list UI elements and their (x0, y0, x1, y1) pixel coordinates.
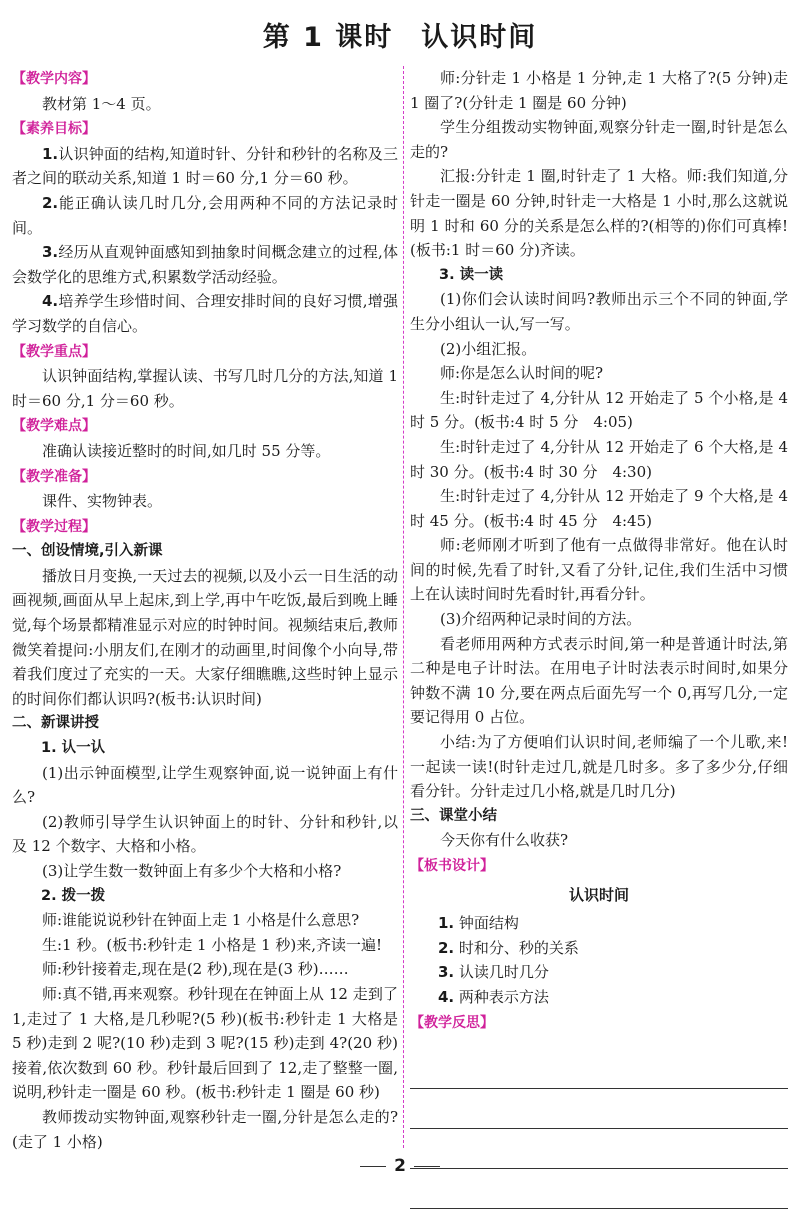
section-tag-process: 【教学过程】 (12, 518, 96, 535)
section-heading: 一、创设情境,引入新课 (12, 543, 163, 560)
paragraph: (2)教师引导学生认识钟面上的时针、分针和秒针,以及 12 个数字、大格和小格。 (12, 812, 398, 856)
paragraph: 师:老师刚才听到了他有一点做得非常好。他在认时间的时候,先看了时针,又看了分针,记住,我们生活中习惯上在认读时间时先看时针,再看分针。 (410, 536, 788, 604)
section-tag-goals: 【素养目标】 (12, 121, 96, 138)
paragraph: 教师拨动实物钟面,观察秒针走一圈,分针是怎么走的?(走了 1 小格) (12, 1107, 398, 1151)
paragraph: (3)介绍两种记录时间的方法。 (440, 610, 642, 629)
board-item: 4. 两种表示方法 (438, 987, 549, 1006)
paragraph: 师:真不错,再来观察。秒针现在在钟面上从 12 走到了 1,走过了 1 大格,是几秒呢?(5 秒)(板书:秒针走 1 大格是 5 秒)走到 2 呢?(10 秒)走到 3 呢?(15 秒)走到 4?(20 秒)接着,依次数到 60 秒。秒针最后回到了 12,走了整整一圈,说明,秒针走一圈是 60 秒。(板书:秒针走 1 圈是 60 秒) (12, 984, 398, 1102)
section-tag-prep: 【教学准备】 (12, 468, 96, 485)
paragraph: (3)让学生数一数钟面上有多少个大格和小格? (42, 862, 342, 880)
column-divider (403, 66, 404, 1148)
paragraph: 生:时针走过了 4,分针从 12 开始走了 9 个大格,是 4 时 45 分。(板书:4 时 45 分 4:45) (410, 487, 788, 530)
section-tag-difficulty: 【教学难点】 (12, 418, 96, 435)
left-column (12, 66, 398, 1154)
paragraph: 师:分针走 1 小格是 1 分钟,走 1 大格了?(5 分钟)走 1 圈了?(分针走 1 圈是 60 分钟) (410, 69, 788, 112)
goal-item: 4.培养学生珍惜时间、合理安排时间的良好习惯,增强学习数学的自信心。 (12, 292, 398, 335)
paragraph: 师:你是怎么认时间的呢? (440, 364, 604, 383)
board-item: 3. 认读几时几分 (438, 963, 549, 982)
lesson-topic: 认识时间 (421, 22, 538, 53)
lesson-number: 第 1 课时 (262, 22, 394, 53)
key-text: 认识钟面结构,掌握认读、书写几时几分的方法,知道 1 时＝60 分,1 分＝60 秒。 (12, 367, 398, 410)
goal-item: 1.认识钟面的结构,知道时针、分针和秒针的名称及三者之间的联动关系,知道 1 时＝60 分,1 分＝60 秒。 (12, 144, 398, 188)
writing-line[interactable] (410, 1049, 788, 1089)
paragraph: (1)你们会认读时间吗?教师出示三个不同的钟面,学生分小组认一认,写一写。 (410, 290, 788, 333)
board-item: 2. 时和分、秒的关系 (438, 938, 579, 957)
section-heading: 三、课堂小结 (410, 807, 497, 824)
page-number: 2 (0, 1156, 800, 1176)
reflection-lines (410, 1049, 788, 1209)
section-tag-reflection: 【教学反思】 (410, 1014, 494, 1031)
paragraph: 小结:为了方便咱们认识时间,老师编了一个儿歌,来!一起读一读!(时针走过几,就是几时多。多了多少分,仔细看分针。分针走过几小格,就是几时几分) (410, 733, 788, 801)
paragraph: 今天你有什么收获? (440, 831, 569, 850)
content-text: 教材第 1～4 页。 (42, 94, 161, 113)
paragraph: 生:时针走过了 4,分针从 12 开始走了 6 个大格,是 4 时 30 分。(板书:4 时 30 分 4:30) (410, 437, 788, 481)
paragraph: 学生分组拨动实物钟面,观察分针走一圈,时针是怎么走的? (410, 118, 788, 161)
paragraph: 看老师用两种方式表示时间,第一种是普通计时法,第二种是电子计时法。在用电子计时法表示时间时,如果分钟数不满 10 分,要在两点后面先写一个 0,再写几分,一定要记得用 0 占位。 (410, 634, 788, 727)
board-title: 认识时间 (568, 885, 629, 904)
paragraph: 汇报:分针走 1 圈,时针走了 1 大格。师:我们知道,分针走一圈是 60 分钟,时针走一大格是 1 小时,那么这就说明 1 时和 60 分的关系是怎么样的?(相等的)你们可真棒!(板书:1 时＝60 分)齐读。 (410, 167, 788, 260)
goal-item: 2.能正确认读几时几分,会用两种不同的方法记录时间。 (12, 193, 398, 237)
section-tag-key: 【教学重点】 (12, 343, 96, 360)
paragraph: 生:1 秒。(板书:秒针走 1 小格是 1 秒)来,齐读一遍! (42, 935, 383, 954)
paragraph: 师:秒针接着走,现在是(2 秒),现在是(3 秒)…… (42, 960, 349, 979)
paragraph: 播放日月变换,一天过去的视频,以及小云一日生活的动画视频,画面从早上起床,到上学,再中午吃饭,最后到晚上睡觉,每个场景都精准显示对应的时钟时间。视频结束后,教师微笑着提问:小朋友们,在刚才的动画里,时间像个小向导,带着我们度过了充实的一天。大家仔细瞧瞧,这些时钟上显示的时间你们都认识吗?(板书:认识时间) (12, 566, 398, 708)
sub-heading: 2. 拨一拨 (41, 887, 106, 904)
sub-heading: 3. 读一读 (439, 266, 504, 283)
paragraph: 生:时针走过了 4,分针从 12 开始走了 5 个小格,是 4 时 5 分。(板书:4 时 5 分 4:05) (410, 388, 788, 432)
prep-text: 课件、实物钟表。 (42, 492, 163, 511)
section-tag-board: 【板书设计】 (410, 858, 494, 874)
page-title (0, 18, 800, 58)
right-column (410, 66, 788, 1209)
section-heading: 二、新课讲授 (12, 715, 99, 732)
board-item: 1. 钟面结构 (438, 914, 519, 933)
sub-heading: 1. 认一认 (41, 740, 106, 757)
writing-line[interactable] (410, 1089, 788, 1129)
paragraph: 师:谁能说说秒针在钟面上走 1 小格是什么意思? (42, 911, 360, 930)
paragraph: (1)出示钟面模型,让学生观察钟面,说一说钟面上有什么? (12, 763, 398, 807)
goal-item: 3.经历从直观钟面感知到抽象时间概念建立的过程,体会数学化的思维方式,积累数学活动经验。 (12, 243, 398, 286)
paragraph: (2)小组汇报。 (440, 339, 537, 358)
section-tag-content: 【教学内容】 (12, 71, 96, 87)
difficulty-text: 准确认读接近整时的时间,如几时 55 分等。 (42, 441, 331, 460)
